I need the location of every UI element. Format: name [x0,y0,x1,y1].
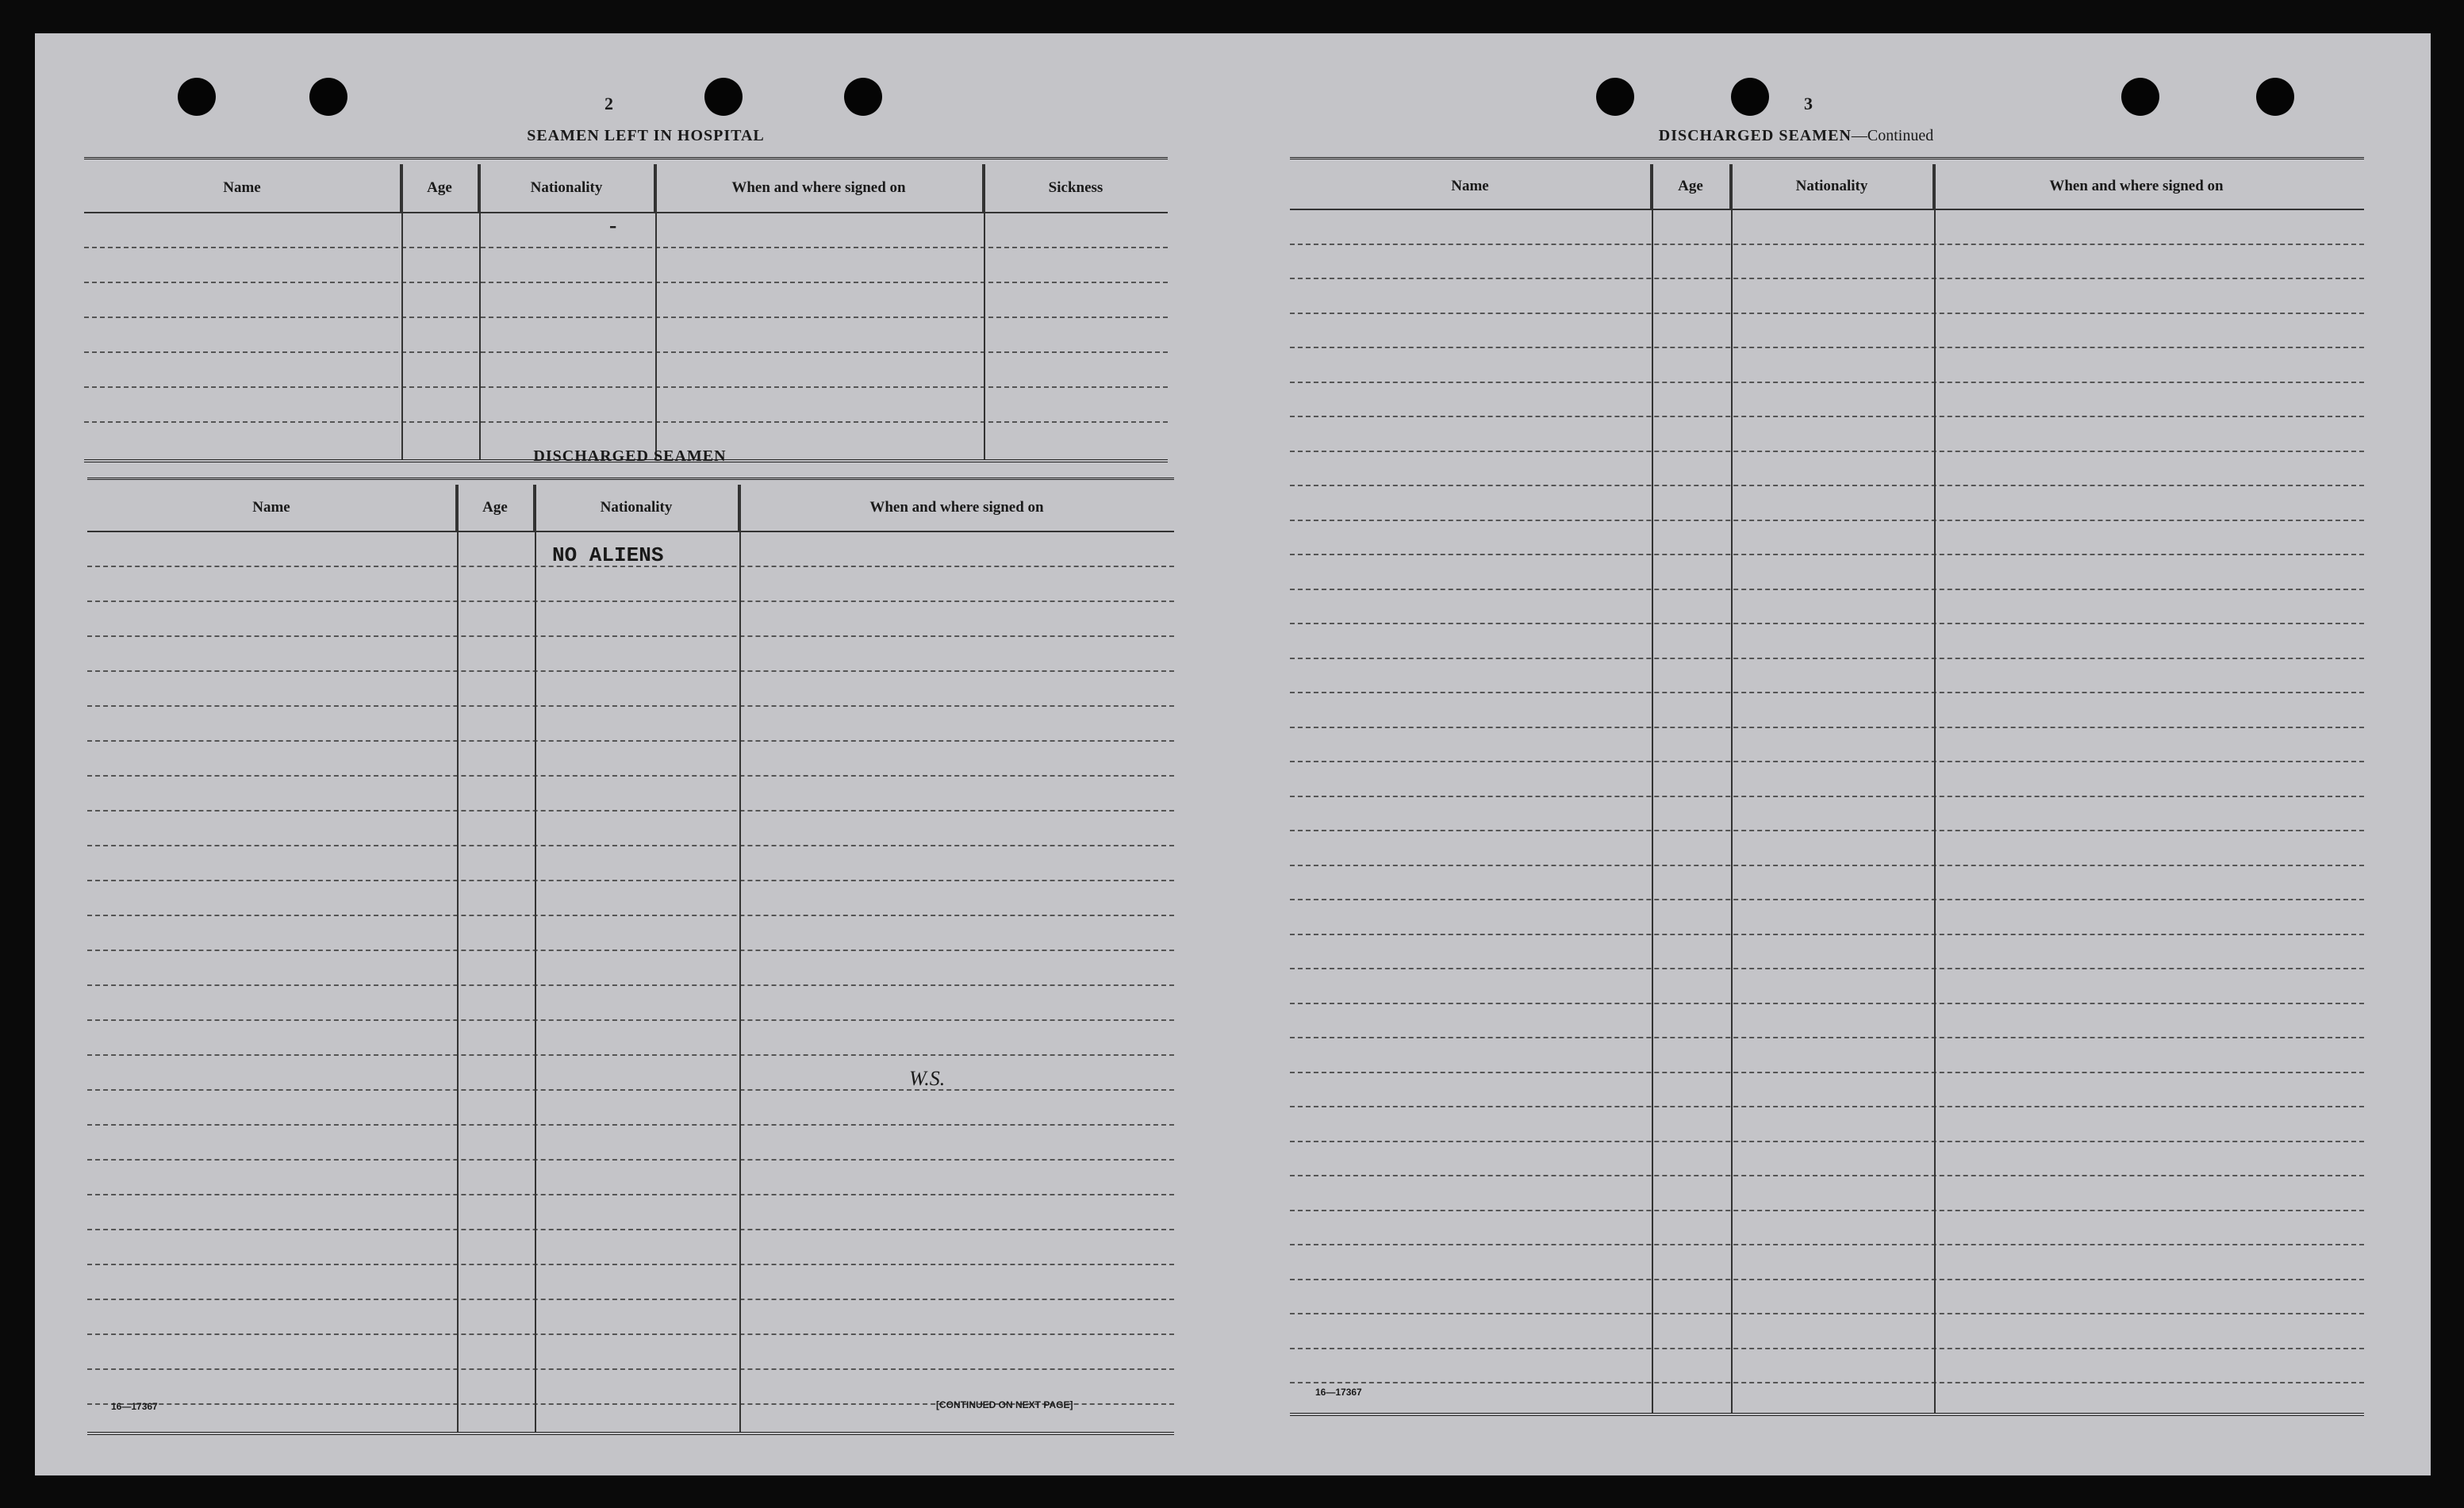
col-header-nationality: Nationality [535,485,739,531]
writing-line [1290,899,2364,900]
writing-line [1290,761,2364,762]
column-divider [1652,164,1653,1413]
writing-line [1290,692,2364,693]
table-header [87,485,1174,531]
col-header-age: Age [401,164,479,212]
title-main: DISCHARGED SEAMEN [1658,127,1852,144]
writing-line [87,1264,1174,1265]
writing-line [1290,520,2364,521]
column-divider [1731,164,1733,1413]
writing-line [87,1054,1174,1056]
writing-line [1290,244,2364,245]
writing-line [87,984,1174,986]
writing-line [1290,658,2364,659]
title-continued: —Continued [1851,127,1934,144]
writing-line [1290,278,2364,279]
handwritten-initials: W.S. [909,1067,946,1090]
writing-line [87,1229,1174,1230]
writing-line [87,915,1174,916]
table-bottom-rule [87,1432,1174,1435]
entry-dash: - [609,213,617,238]
writing-line [84,386,1168,388]
punch-hole [704,78,743,116]
writing-line [87,1333,1174,1335]
writing-line [1290,1244,2364,1245]
no-aliens-stamp: NO ALIENS [552,543,664,567]
column-divider [655,164,657,459]
table-header [84,164,1168,212]
writing-line [1290,451,2364,452]
writing-line [1290,1141,2364,1142]
writing-line [84,317,1168,318]
writing-line [1290,1106,2364,1107]
column-divider [1934,164,1936,1413]
header-rule [84,212,1168,213]
punch-hole [2256,78,2294,116]
discharged-section-title: DISCHARGED SEAMEN [533,447,727,465]
writing-line [87,1159,1174,1161]
column-divider [479,164,481,459]
table-bottom-rule [1290,1413,2364,1416]
writing-line [87,566,1174,567]
punch-hole [309,78,347,116]
column-divider [457,485,459,1432]
writing-line [1290,1037,2364,1038]
writing-line [1290,1072,2364,1073]
writing-line [1290,865,2364,866]
col-header-age: Age [457,485,535,531]
writing-line [1290,1210,2364,1211]
col-header-name: Name [87,485,457,531]
discharged-continued-title [1518,127,2074,145]
writing-line [87,705,1174,707]
writing-line [1290,623,2364,624]
punch-hole [178,78,216,116]
writing-line [87,1299,1174,1300]
discharged-continued-table [1290,157,2364,1413]
writing-line [1290,968,2364,969]
writing-line [87,1019,1174,1021]
writing-line [1290,1382,2364,1383]
table-header [1290,164,2364,209]
writing-line [1290,1313,2364,1314]
col-header-nationality: Nationality [479,164,655,212]
page-number: 3 [1804,94,1813,113]
writing-line [1290,485,2364,486]
col-header-name: Name [1290,164,1652,209]
column-divider [401,164,403,459]
writing-line [87,880,1174,881]
col-header-signed-on: When and where signed on [2049,178,2224,194]
writing-line [87,1124,1174,1126]
col-header-signed-on: When and where signed on [655,164,984,212]
writing-line [84,247,1168,248]
column-divider [984,164,985,459]
writing-line [1290,1279,2364,1280]
writing-line [87,775,1174,777]
writing-line [87,1368,1174,1370]
writing-line [87,845,1174,846]
writing-line [87,1194,1174,1195]
col-header-nationality: Nationality [1731,164,1934,209]
hospital-section-title: SEAMEN LEFT IN HOSPITAL [527,127,765,144]
punch-hole [844,78,882,116]
col-header-signed-on: When and where signed on [869,499,1044,516]
writing-line [87,810,1174,812]
writing-line [1290,347,2364,348]
punch-hole [1731,78,1769,116]
writing-line [87,1089,1174,1091]
header-rule [1290,209,2364,210]
column-divider [739,485,741,1432]
punch-hole [1596,78,1634,116]
form-number: 16—17367 [1315,1387,1362,1398]
writing-line [1290,1348,2364,1349]
writing-line [87,670,1174,672]
col-header-sickness: Sickness [1048,179,1103,196]
col-header-name: Name [84,164,401,212]
header-rule [87,531,1174,532]
hospital-table [84,157,1168,459]
writing-line [87,635,1174,637]
writing-line [1290,554,2364,555]
form-sheet [35,33,2431,1475]
column-divider [535,485,536,1432]
writing-line [87,601,1174,602]
writing-line [1290,796,2364,797]
writing-line [1290,934,2364,935]
page-number: 2 [604,94,613,113]
writing-line [1290,1003,2364,1004]
punch-hole [2121,78,2159,116]
continued-note: [CONTINUED ON NEXT PAGE] [936,1399,1073,1410]
writing-line [84,282,1168,283]
writing-line [87,950,1174,951]
writing-line [1290,416,2364,417]
writing-line [84,351,1168,353]
col-header-age: Age [1652,164,1731,209]
discharged-table [87,478,1174,1432]
writing-line [1290,313,2364,314]
writing-line [1290,1175,2364,1176]
writing-line [87,740,1174,742]
writing-line [1290,830,2364,831]
writing-line [1290,382,2364,383]
writing-line [1290,589,2364,590]
writing-line [1290,727,2364,728]
form-number: 16—17367 [111,1401,158,1412]
writing-line [84,421,1168,423]
